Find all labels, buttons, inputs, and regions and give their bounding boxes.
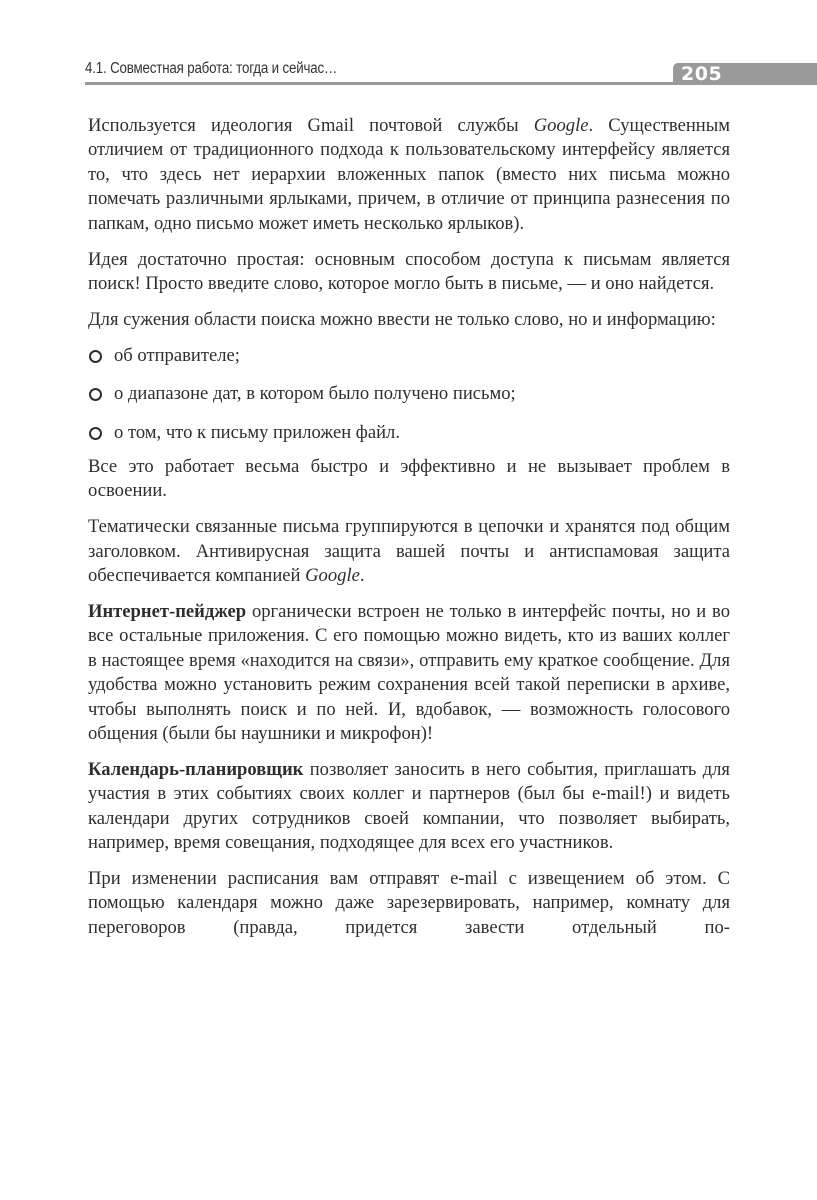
term-internet-pager: Интернет-пейджер xyxy=(88,601,247,622)
paragraph-schedule-change: При изменении расписания вам отправят e-mail с извещением об этом. С помощью календаря можно даже зарезервировать, например, комнату для переговоров (правда, придется завести отдельный по- xyxy=(88,868,730,938)
list-item xyxy=(88,344,730,368)
paragraph-search-idea: Идея достаточно простая: основным способом доступа к письмам является поиск! Просто введите слово, которое могло быть в письме, — и оно найдется. xyxy=(88,248,730,294)
page-number: 205 xyxy=(681,63,723,85)
list-item-text: об отправителе; xyxy=(114,344,240,366)
running-head xyxy=(85,58,817,84)
paragraph-gmail-ideology xyxy=(88,114,730,236)
list-item-text: о том, что к письму приложен файл. xyxy=(114,421,400,443)
text: . xyxy=(359,565,365,587)
page-number-tab xyxy=(673,63,817,85)
paragraph-threads-antivirus xyxy=(88,515,730,588)
text: органически встроен не только в интерфейс почты, но и во все остальные приложения. С его помощью можно видеть, кто из ваших коллег в настоящее время «находится на связи», отправить ему краткое сообщение. Для удобства можно установить режим сохранения всей такой переписки в архиве, чтобы выполнять поиск и по ней. И, вдобавок, — возможность голосового общения (были бы наушники и микрофон)! xyxy=(88,601,730,745)
term-calendar-planner: Календарь-планировщик xyxy=(88,758,304,780)
brand-google: Google xyxy=(305,565,360,587)
list-item xyxy=(88,382,730,406)
circle-bullet-icon xyxy=(89,350,102,363)
page-body xyxy=(88,114,730,952)
text: Используется идеология Gmail почтовой службы xyxy=(88,115,534,136)
paragraph-search-narrowing: Для сужения области поиска можно ввести не только слово, но и информацию: xyxy=(88,308,716,330)
text: Тематически связанные письма группируются в цепочки и хранятся под общим заголовком. Антивирусная защита вашей почты и антиспамовая защита обеспечивается компанией xyxy=(88,516,730,587)
list-item xyxy=(88,421,730,445)
brand-google: Google xyxy=(533,115,589,136)
circle-bullet-icon xyxy=(89,427,102,440)
paragraph-internet-pager xyxy=(88,600,730,746)
paragraph-performance: Все это работает весьма быстро и эффективно и не вызывает проблем в освоении. xyxy=(88,455,730,502)
text: позволяет заносить в него события, приглашать для участия в этих событиях своих коллег и партнеров (был бы e-mail!) и видеть календари других сотрудников своей компании, что позволяет выбирать, например, время совещания, подходящее для всех его участников. xyxy=(88,758,730,854)
list-item-text: о диапазоне дат, в котором было получено письмо; xyxy=(114,383,516,405)
running-title: 4.1. Совместная работа: тогда и сейчас… xyxy=(85,60,338,77)
search-criteria-list xyxy=(88,344,730,445)
text: . Существенным отличием от традиционного подхода к пользовательскому интерфейсу является то, что здесь нет иерархии вложенных папок (вместо них письма можно помечать различными ярлыками, причем, в отличие от принципа разнесения по папкам, одно письмо может иметь несколько ярлыков). xyxy=(88,115,731,234)
circle-bullet-icon xyxy=(89,388,102,401)
paragraph-calendar-planner xyxy=(88,758,730,856)
